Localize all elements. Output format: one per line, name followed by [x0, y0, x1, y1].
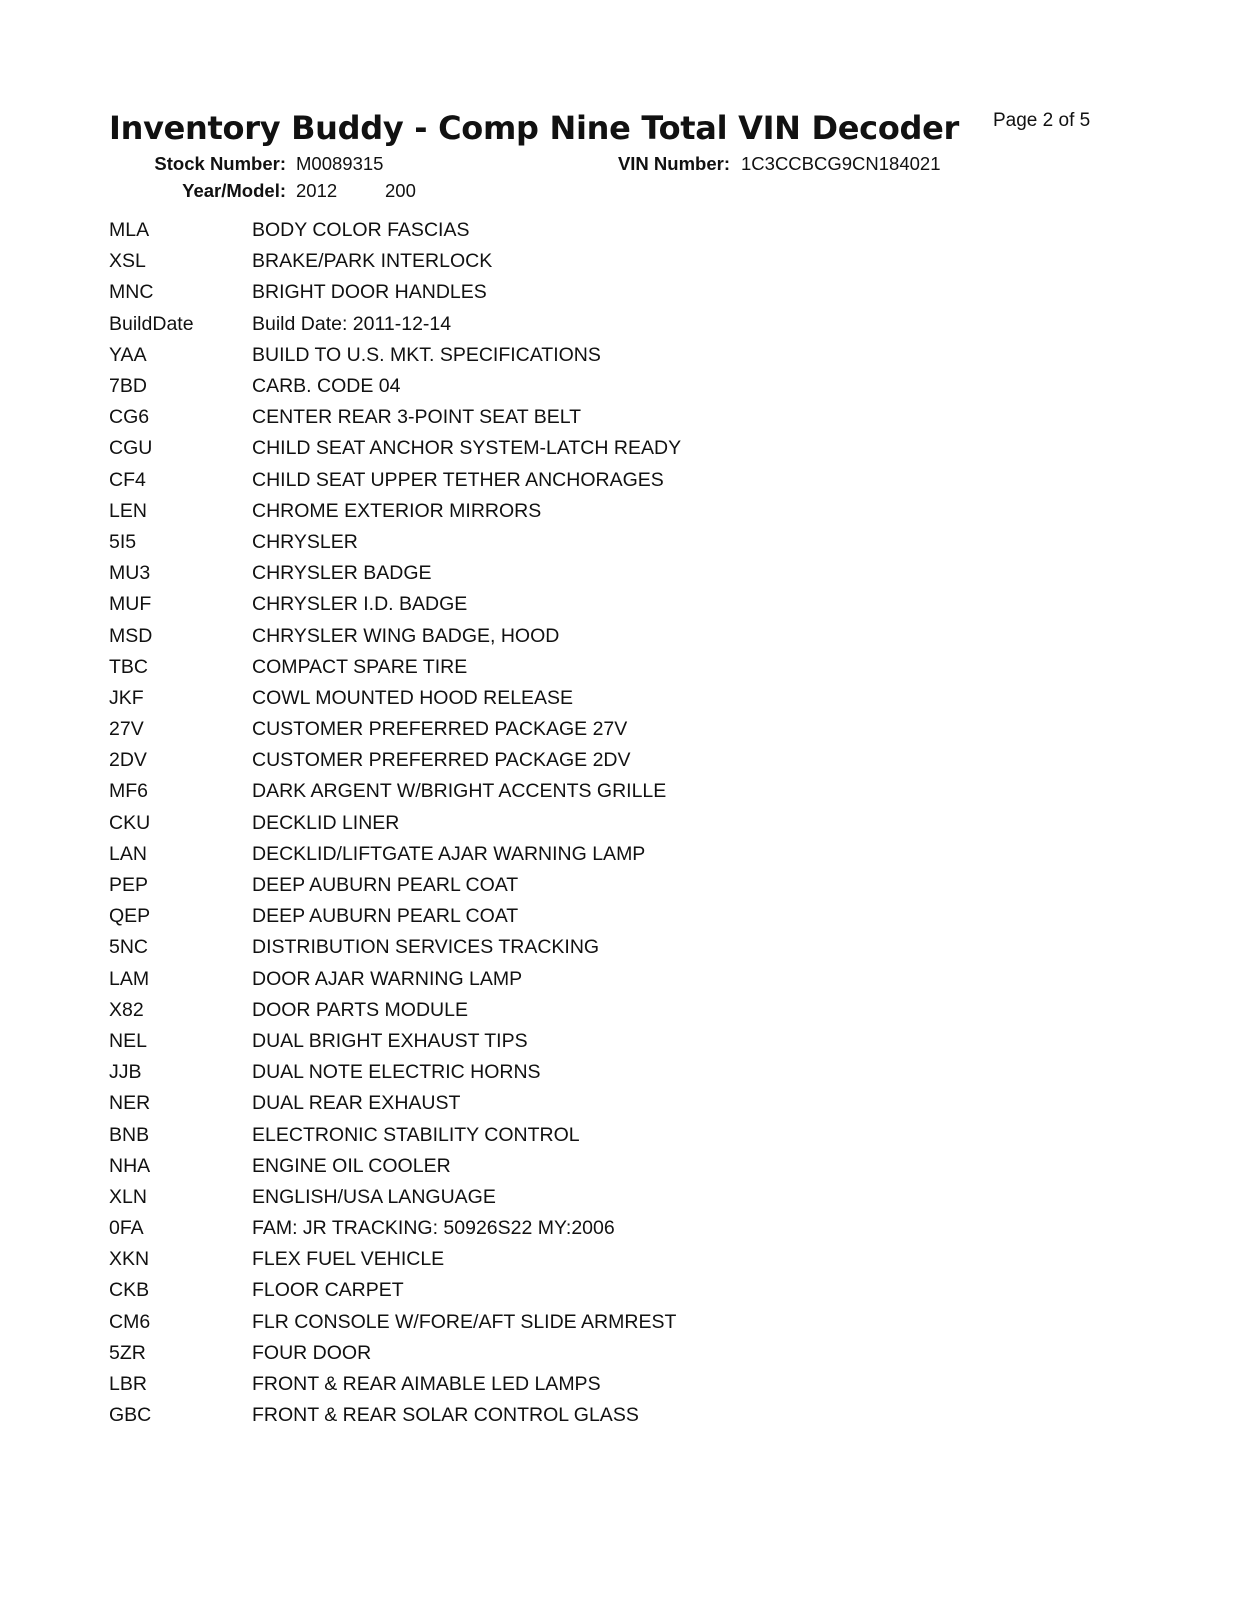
option-code: MUF — [109, 593, 152, 616]
option-description: CARB. CODE 04 — [252, 375, 401, 398]
option-code: 0FA — [109, 1217, 144, 1240]
option-code: MU3 — [109, 562, 151, 585]
code-row — [109, 1182, 1009, 1213]
code-row — [109, 870, 1009, 901]
option-code: PEP — [109, 874, 149, 897]
option-code: LBR — [109, 1373, 147, 1396]
code-row — [109, 839, 1009, 870]
code-row — [109, 277, 1009, 308]
option-code: BNB — [109, 1123, 150, 1146]
option-code: 2DV — [109, 749, 147, 772]
page-title: Inventory Buddy - Comp Nine Total VIN Decoder — [109, 109, 960, 147]
option-code: X82 — [109, 998, 144, 1021]
code-row — [109, 309, 1009, 340]
code-row — [109, 1244, 1009, 1275]
option-description: DARK ARGENT W/BRIGHT ACCENTS GRILLE — [252, 780, 667, 803]
code-row — [109, 371, 1009, 402]
vin-number-value: 1C3CCBCG9CN184021 — [741, 153, 941, 174]
code-row — [109, 901, 1009, 932]
option-description: BRIGHT DOOR HANDLES — [252, 281, 487, 304]
code-row — [109, 340, 1009, 371]
code-row — [109, 496, 1009, 527]
code-row — [109, 402, 1009, 433]
option-code: LAN — [109, 842, 147, 865]
option-code: CF4 — [109, 468, 146, 491]
option-code-list — [109, 215, 1009, 1431]
code-row — [109, 964, 1009, 995]
option-description: CHRYSLER BADGE — [252, 562, 432, 585]
option-description: ENGLISH/USA LANGUAGE — [252, 1185, 496, 1208]
option-code: GBC — [109, 1404, 152, 1427]
page-indicator: Page 2 of 5 — [993, 110, 1091, 131]
code-row — [109, 1026, 1009, 1057]
option-description: DEEP AUBURN PEARL COAT — [252, 874, 519, 897]
code-row — [109, 1400, 1009, 1431]
option-code: NHA — [109, 1154, 151, 1177]
code-row — [109, 246, 1009, 277]
option-code: XLN — [109, 1185, 147, 1208]
option-code: QEP — [109, 905, 151, 928]
option-code: 27V — [109, 718, 144, 741]
option-code: CM6 — [109, 1310, 151, 1333]
option-code: MLA — [109, 219, 150, 242]
code-row — [109, 1275, 1009, 1306]
option-code: TBC — [109, 655, 148, 678]
option-description: ELECTRONIC STABILITY CONTROL — [252, 1123, 580, 1146]
code-row — [109, 995, 1009, 1026]
code-row — [109, 465, 1009, 496]
option-code: NEL — [109, 1029, 147, 1052]
option-description: DECKLID LINER — [252, 811, 400, 834]
option-description: DOOR PARTS MODULE — [252, 998, 468, 1021]
option-description: FOUR DOOR — [252, 1341, 372, 1364]
code-row — [109, 714, 1009, 745]
code-row — [109, 527, 1009, 558]
option-description: DUAL NOTE ELECTRIC HORNS — [252, 1061, 541, 1084]
option-description: FRONT & REAR AIMABLE LED LAMPS — [252, 1373, 601, 1396]
option-code: 5I5 — [109, 530, 137, 553]
option-description: BUILD TO U.S. MKT. SPECIFICATIONS — [252, 343, 601, 366]
option-code: CG6 — [109, 406, 150, 429]
option-description: FLEX FUEL VEHICLE — [252, 1248, 445, 1271]
option-description: CENTER REAR 3-POINT SEAT BELT — [252, 406, 582, 429]
stock-number-value: M0089315 — [296, 153, 384, 174]
option-description: ENGINE OIL COOLER — [252, 1154, 451, 1177]
option-description: CHILD SEAT ANCHOR SYSTEM-LATCH READY — [252, 437, 682, 460]
option-description: FLR CONSOLE W/FORE/AFT SLIDE ARMREST — [252, 1310, 677, 1333]
code-row — [109, 1338, 1009, 1369]
option-code: CKU — [109, 811, 151, 834]
option-code: JKF — [109, 686, 144, 709]
option-description: DECKLID/LIFTGATE AJAR WARNING LAMP — [252, 842, 646, 865]
year-model-label: Year/Model: — [182, 180, 286, 201]
option-code: NER — [109, 1092, 151, 1115]
code-row — [109, 932, 1009, 963]
option-description: CUSTOMER PREFERRED PACKAGE 2DV — [252, 749, 631, 772]
option-code: LAM — [109, 967, 150, 990]
option-description: DISTRIBUTION SERVICES TRACKING — [252, 936, 600, 959]
option-code: CGU — [109, 437, 153, 460]
option-code: MF6 — [109, 780, 148, 803]
option-code: MSD — [109, 624, 153, 647]
option-code: JJB — [109, 1061, 142, 1084]
option-description: CHRYSLER WING BADGE, HOOD — [252, 624, 560, 647]
code-row — [109, 683, 1009, 714]
option-description: DUAL REAR EXHAUST — [252, 1092, 461, 1115]
option-description: COMPACT SPARE TIRE — [252, 655, 468, 678]
option-code: LEN — [109, 499, 147, 522]
option-description: FRONT & REAR SOLAR CONTROL GLASS — [252, 1404, 639, 1427]
code-row — [109, 1307, 1009, 1338]
option-code: 5ZR — [109, 1341, 146, 1364]
code-row — [109, 808, 1009, 839]
option-description: Build Date: 2011-12-14 — [252, 312, 452, 335]
code-row — [109, 1213, 1009, 1244]
code-row — [109, 1151, 1009, 1182]
option-description: DUAL BRIGHT EXHAUST TIPS — [252, 1029, 528, 1052]
option-description: CHILD SEAT UPPER TETHER ANCHORAGES — [252, 468, 664, 491]
code-row — [109, 433, 1009, 464]
option-code: XKN — [109, 1248, 150, 1271]
stock-number-label: Stock Number: — [154, 153, 286, 174]
code-row — [109, 745, 1009, 776]
code-row — [109, 1119, 1009, 1150]
option-description: COWL MOUNTED HOOD RELEASE — [252, 686, 574, 709]
option-description: FAM: JR TRACKING: 50926S22 MY:2006 — [252, 1217, 615, 1240]
vin-number-label: VIN Number: — [617, 153, 730, 174]
option-description: BODY COLOR FASCIAS — [252, 219, 470, 242]
code-row — [109, 1088, 1009, 1119]
option-description: FLOOR CARPET — [252, 1279, 404, 1302]
code-row — [109, 620, 1009, 651]
option-description: CHRYSLER I.D. BADGE — [252, 593, 468, 616]
option-code: 5NC — [109, 936, 149, 959]
option-description: BRAKE/PARK INTERLOCK — [252, 250, 493, 273]
code-row — [109, 558, 1009, 589]
option-description: CUSTOMER PREFERRED PACKAGE 27V — [252, 718, 628, 741]
option-code: 7BD — [109, 375, 147, 398]
option-code: XSL — [109, 250, 146, 273]
code-row — [109, 652, 1009, 683]
option-code: CKB — [109, 1279, 150, 1302]
code-row — [109, 1369, 1009, 1400]
code-row — [109, 776, 1009, 807]
option-code: YAA — [109, 343, 147, 366]
option-description: CHRYSLER — [252, 530, 358, 553]
option-code: MNC — [109, 281, 154, 304]
option-description: DOOR AJAR WARNING LAMP — [252, 967, 523, 990]
code-row — [109, 589, 1009, 620]
code-row — [109, 215, 1009, 246]
year-value: 2012 — [296, 180, 338, 201]
model-value: 200 — [385, 180, 416, 201]
option-description: CHROME EXTERIOR MIRRORS — [252, 499, 542, 522]
option-code: BuildDate — [109, 312, 194, 335]
code-row — [109, 1057, 1009, 1088]
option-description: DEEP AUBURN PEARL COAT — [252, 905, 519, 928]
